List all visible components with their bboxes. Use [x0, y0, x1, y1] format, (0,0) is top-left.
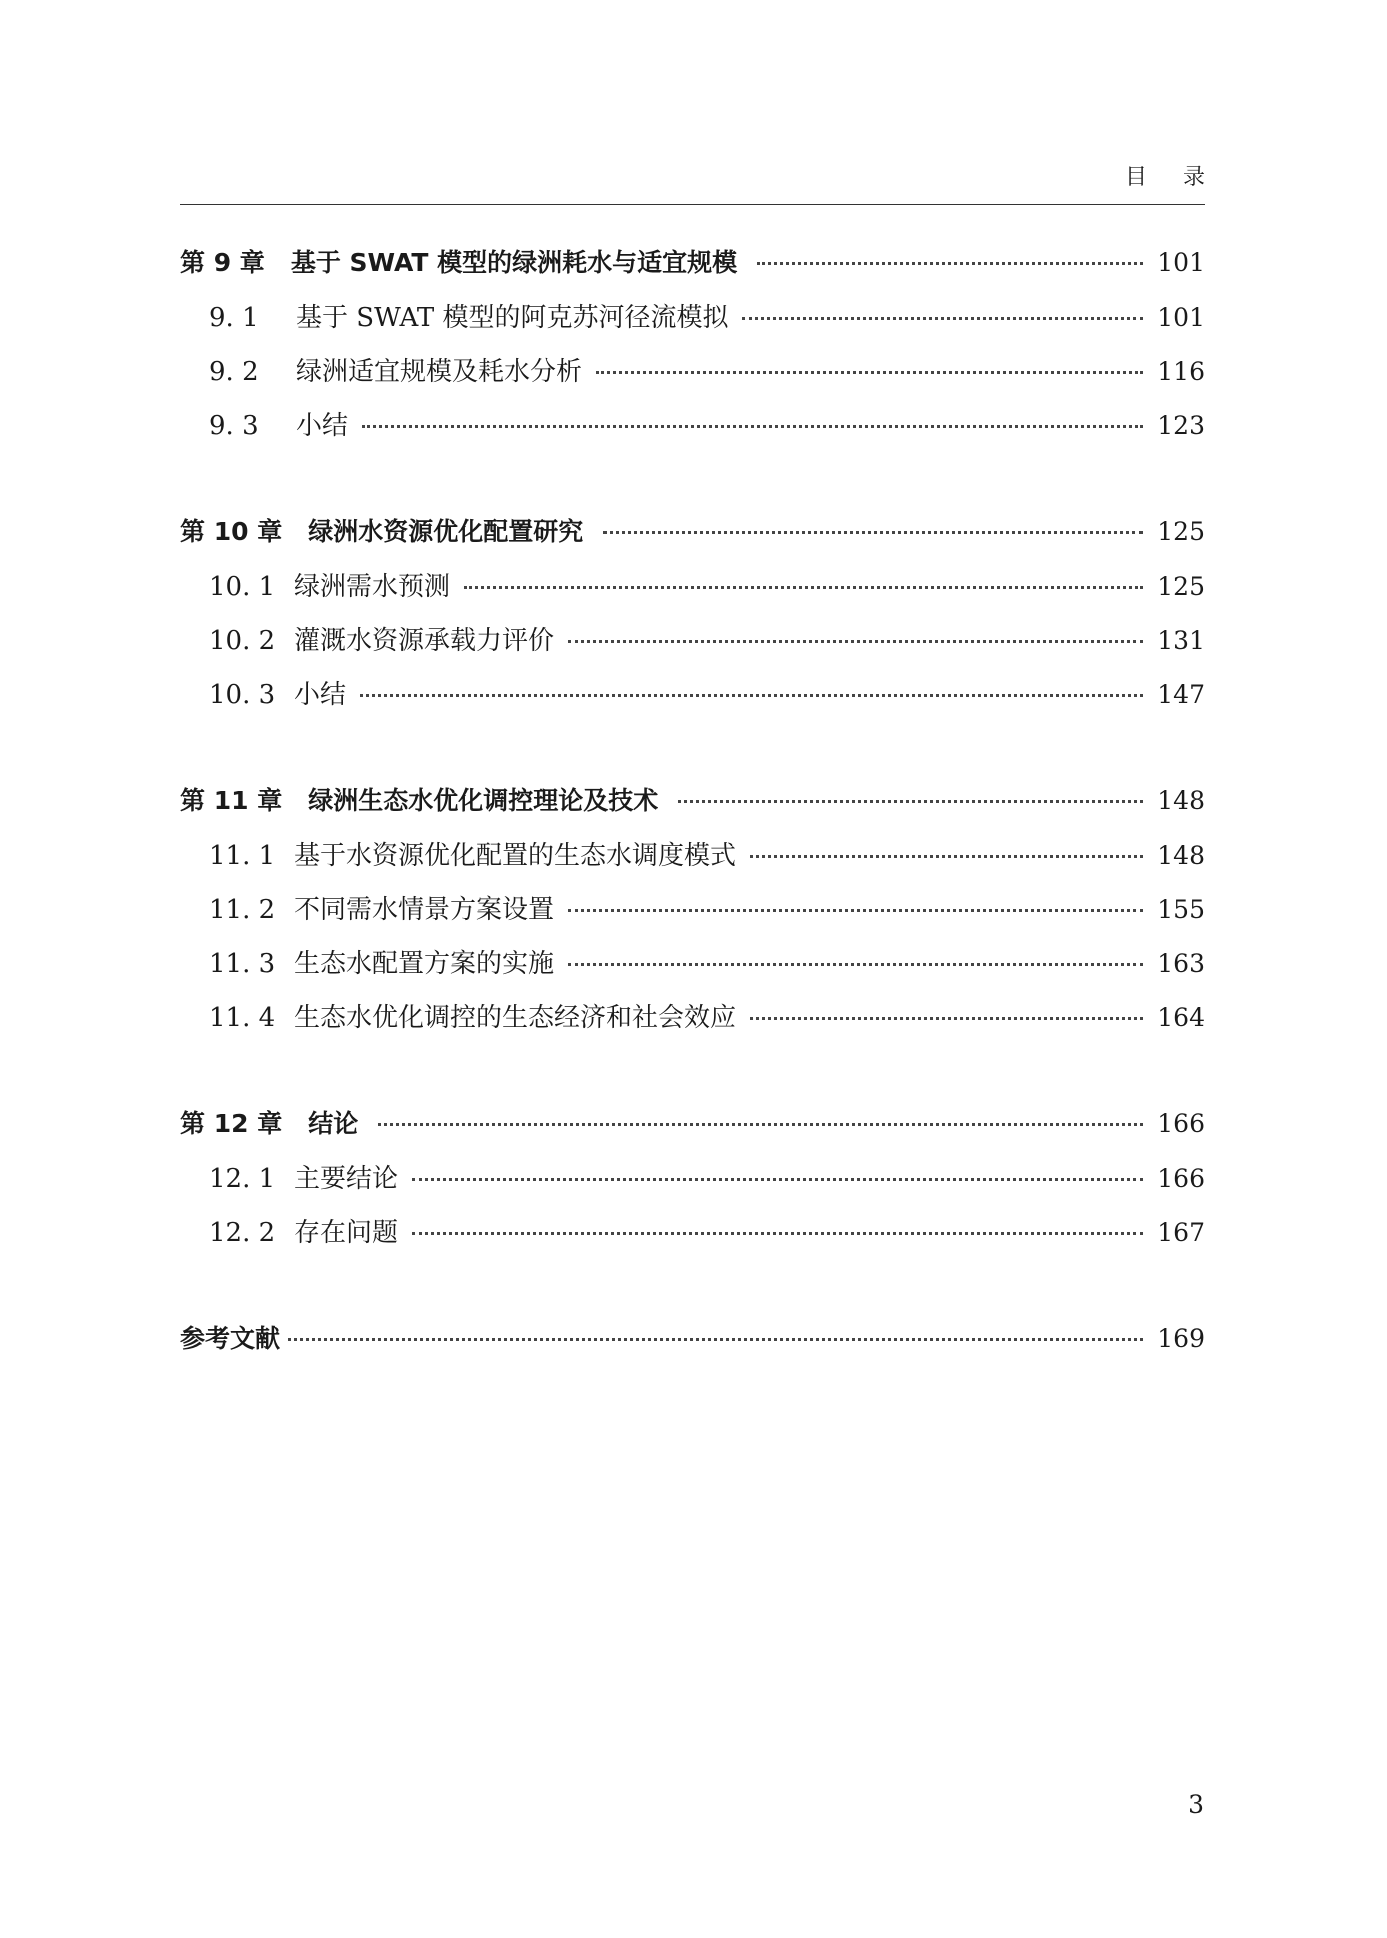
- toc-section-11-2[interactable]: [180, 889, 1205, 943]
- toc-section-10-2[interactable]: [180, 620, 1205, 674]
- dot-leader: [378, 1122, 1143, 1126]
- running-header: [180, 160, 1241, 205]
- section-number: 10. 1: [209, 572, 276, 602]
- section-page: 147: [1157, 680, 1205, 709]
- dot-leader: [568, 908, 1143, 912]
- section-page: 167: [1157, 1218, 1205, 1247]
- toc-section-9-2[interactable]: [180, 351, 1205, 405]
- dot-leader: [362, 424, 1143, 428]
- section-page: 166: [1157, 1164, 1205, 1193]
- page-number: 3: [1188, 1790, 1204, 1819]
- dot-leader: [412, 1177, 1143, 1181]
- dot-leader: [568, 639, 1143, 643]
- section-title: 不同需水情景方案设置: [294, 895, 555, 925]
- chapter-title: 绿洲水资源优化配置研究: [308, 517, 584, 546]
- dot-leader: [360, 693, 1143, 697]
- section-title: 绿洲适宜规模及耗水分析: [296, 357, 583, 387]
- section-title: 小结: [296, 411, 349, 441]
- section-page: 116: [1157, 357, 1205, 386]
- chapter-title: 结论: [308, 1109, 359, 1138]
- dot-leader: [742, 316, 1143, 320]
- section-title: 小结: [294, 680, 347, 710]
- toc-section-10-1[interactable]: [180, 566, 1205, 620]
- section-number: 12. 2: [209, 1218, 276, 1248]
- chapter-number: 第 9 章: [180, 248, 265, 277]
- section-number: 12. 1: [209, 1164, 276, 1194]
- toc-section-11-1[interactable]: [180, 835, 1205, 889]
- chapter-title: 基于 SWAT 模型的绿洲耗水与适宜规模: [290, 248, 738, 277]
- header-title: 目录: [1124, 165, 1241, 190]
- toc-section-9-3[interactable]: [180, 405, 1205, 459]
- section-title: 存在问题: [294, 1218, 399, 1248]
- section-title: 主要结论: [294, 1164, 399, 1194]
- references-title: 参考文献: [180, 1324, 281, 1353]
- section-page: 163: [1157, 949, 1205, 978]
- toc-section-9-1[interactable]: [180, 297, 1205, 351]
- toc-chapter-12[interactable]: [180, 1104, 1205, 1158]
- section-title: 灌溉水资源承载力评价: [294, 626, 555, 656]
- section-page: 101: [1157, 303, 1205, 332]
- section-title: 基于水资源优化配置的生态水调度模式: [294, 841, 737, 871]
- toc-section-10-3[interactable]: [180, 674, 1205, 728]
- section-title: 绿洲需水预测: [294, 572, 451, 602]
- chapter-number: 第 10 章: [180, 517, 283, 546]
- section-page: 131: [1157, 626, 1205, 655]
- section-title: 生态水优化调控的生态经济和社会效应: [294, 1003, 737, 1033]
- section-title: 基于 SWAT 模型的阿克苏河径流模拟: [296, 303, 729, 333]
- section-number: 9. 3: [209, 411, 259, 441]
- toc-section-11-4[interactable]: [180, 997, 1205, 1051]
- section-number: 11. 1: [209, 841, 276, 871]
- dot-leader: [750, 1016, 1143, 1020]
- chapter-gap: [180, 1266, 1205, 1319]
- dot-leader: [412, 1231, 1143, 1235]
- chapter-number: 第 12 章: [180, 1109, 283, 1138]
- section-number: 11. 2: [209, 895, 276, 925]
- table-of-contents: [180, 243, 1205, 1373]
- references-page: 169: [1157, 1324, 1205, 1353]
- section-title: 生态水配置方案的实施: [294, 949, 555, 979]
- section-page: 123: [1157, 411, 1205, 440]
- section-number: 11. 4: [209, 1003, 276, 1033]
- section-number: 9. 1: [209, 303, 259, 333]
- chapter-page: 166: [1157, 1109, 1205, 1138]
- section-page: 125: [1157, 572, 1205, 601]
- toc-references[interactable]: [180, 1319, 1205, 1373]
- dot-leader: [750, 854, 1143, 858]
- toc-section-11-3[interactable]: [180, 943, 1205, 997]
- dot-leader: [596, 370, 1143, 374]
- toc-chapter-11[interactable]: [180, 781, 1205, 835]
- section-page: 155: [1157, 895, 1205, 924]
- section-number: 10. 2: [209, 626, 276, 656]
- chapter-gap: [180, 728, 1205, 781]
- dot-leader: [757, 261, 1143, 265]
- toc-chapter-9[interactable]: [180, 243, 1205, 297]
- section-number: 10. 3: [209, 680, 276, 710]
- section-number: 9. 2: [209, 357, 259, 387]
- dot-leader: [568, 962, 1143, 966]
- chapter-page: 148: [1157, 786, 1205, 815]
- chapter-title: 绿洲生态水优化调控理论及技术: [308, 786, 659, 815]
- section-number: 11. 3: [209, 949, 276, 979]
- chapter-gap: [180, 459, 1205, 512]
- chapter-page: 125: [1157, 517, 1205, 546]
- toc-section-12-2[interactable]: [180, 1212, 1205, 1266]
- chapter-gap: [180, 1051, 1205, 1104]
- section-page: 164: [1157, 1003, 1205, 1032]
- dot-leader: [288, 1337, 1143, 1341]
- dot-leader: [464, 585, 1143, 589]
- dot-leader: [603, 530, 1143, 534]
- chapter-number: 第 11 章: [180, 786, 283, 815]
- chapter-page: 101: [1157, 248, 1205, 277]
- section-page: 148: [1157, 841, 1205, 870]
- toc-chapter-10[interactable]: [180, 512, 1205, 566]
- toc-section-12-1[interactable]: [180, 1158, 1205, 1212]
- dot-leader: [678, 799, 1143, 803]
